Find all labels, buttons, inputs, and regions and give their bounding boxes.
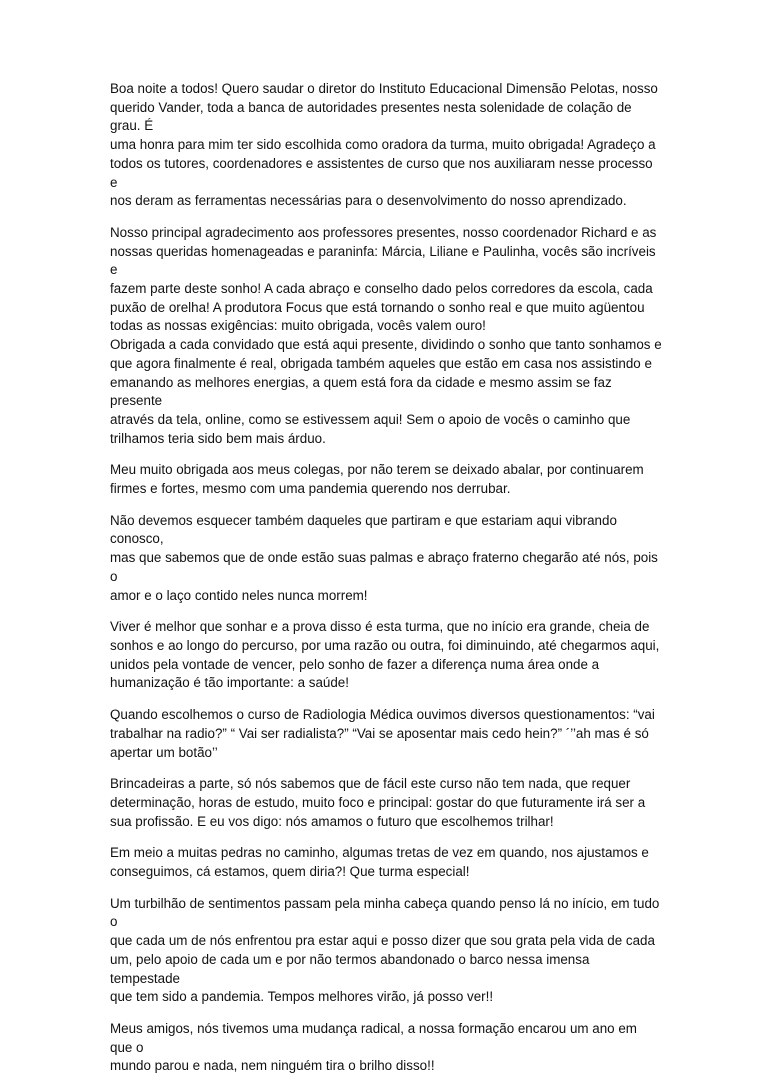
paragraph-remembrance: Não devemos esquecer também daqueles que partiram e que estariam aqui vibrando conosco, mas que sabemos que de onde estão suas palmas e abraço fraterno chegarão até nós, pois o amor e o laço contido neles nunca morrem! xyxy=(110,512,658,603)
paragraph-thanks-colleagues: Meu muito obrigada aos meus colegas, por não terem se deixado abalar, por continuarem firmes e fortes, mesmo com uma pandemia querendo nos derrubar. xyxy=(110,462,644,497)
document-page xyxy=(110,80,662,1089)
paragraph-closing: Meus amigos, nós tivemos uma mudança radical, a nossa formação encarou um ano em que o mundo parou e nada, nem ninguém tira o brilho disso!! xyxy=(110,1020,637,1074)
paragraph-greeting: Boa noite a todos! Quero saudar o diretor do Instituto Educacional Dimensão Pelotas, nosso querido Vander, toda a banca de autoridades presentes nesta solenidade de colação de grau. É uma honra para mim ter sido escolhida como oradora da turma, muito obrigada! Agradeço a todos os tutores, coordenadores e assistentes de curso que nos auxiliaram nesse processo e nos deram as ferramentas necessárias para o desenvolvimento do nosso aprendizado. xyxy=(110,81,658,209)
paragraph-thanks-professors: Nosso principal agradecimento aos professores presentes, nosso coordenador Richard e as nossas queridas homenageadas e paraninfa: Márcia, Liliane e Paulinha, vocês são incríveis e fazem parte deste sonho! A cada abraço e conselho dado pelos corredores da escola, cada puxão de orelha! A produtora Focus que está tornando o sonho real e que muito agüentou todas as nossas exigências: muito obrigada, vocês valem ouro! Obrigada a cada convidado que está aqui presente, dividindo o sonho que tanto sonhamos e que agora finalmente é real, obrigada também aqueles que estão em casa nos assistindo e emanando as melhores energias, a quem está fora da cidade e mesmo assim se faz presente através da tela, online, como se estivessem aqui! Sem o apoio de vocês o caminho que trilhamos teria sido bem mais árduo. xyxy=(110,224,662,446)
paragraph-course-questions: Quando escolhemos o curso de Radiologia Médica ouvimos diversos questionamentos: “vai trabalhar na radio?” “ Vai ser radialista?” “Vai se aposentar mais cedo hein?” ´’’ah mas é só apertar um botão’’ xyxy=(110,707,655,760)
paragraph-feelings: Um turbilhão de sentimentos passam pela minha cabeça quando penso lá no início, em tudo o que cada um de nós enfrentou pra estar aqui e posso dizer que sou grata pela vida de cada um, pelo apoio de cada um e por não termos abandonado o barco nessa imensa tempestade que tem sido a pandemia. Tempos melhores virão, já posso ver!! xyxy=(110,895,660,1005)
paragraph-class-journey: Viver é melhor que sonhar e a prova disso é esta turma, que no início era grande, cheia de sonhos e ao longo do percurso, por uma razão ou outra, foi diminuindo, até chegarmos aqui, unidos pela vontade de vencer, pelo sonho de fazer a diferença numa área onde a humanização é tão importante: a saúde! xyxy=(110,619,660,691)
paragraph-jokes-aside: Brincadeiras a parte, só nós sabemos que de fácil este curso não tem nada, que requer determinação, horas de estudo, muito foco e principal: gostar do que futuramente irá ser a sua profissão. E eu vos digo: nós amamos o futuro que escolhemos trilhar! xyxy=(110,776,646,829)
paragraph-obstacles: Em meio a muitas pedras no caminho, algumas tretas de vez em quando, nos ajustamos e conseguimos, cá estamos, quem diria?! Que turma especial! xyxy=(110,845,649,880)
